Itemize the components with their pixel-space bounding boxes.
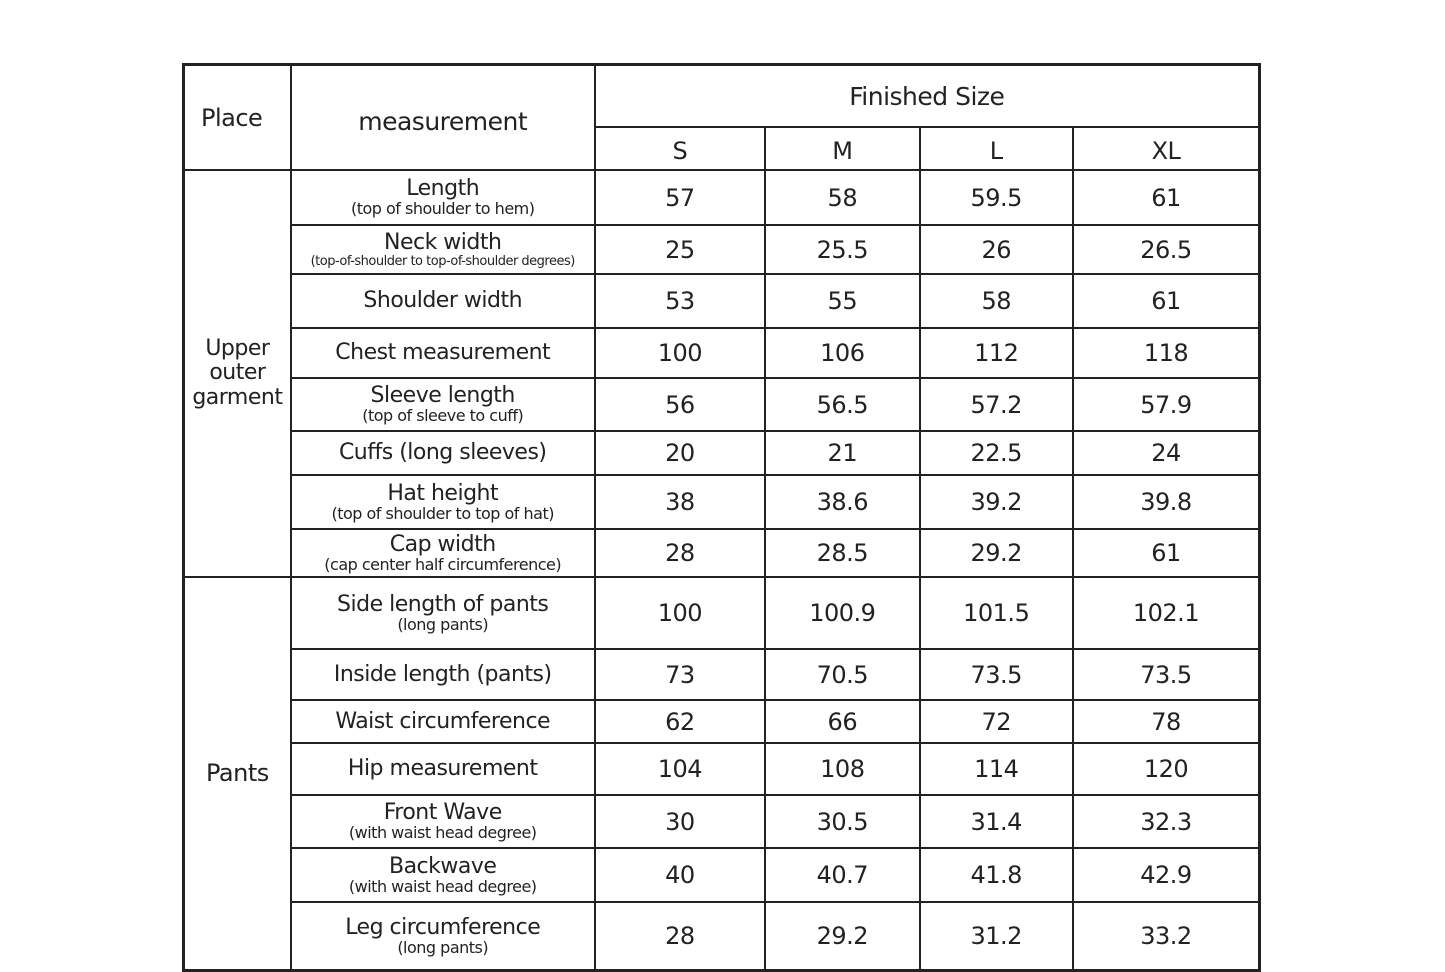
value-cell: 108 (765, 743, 919, 795)
value-cell: 100.9 (765, 577, 919, 649)
table-row (184, 378, 1260, 431)
value-cell: 59.5 (920, 170, 1073, 225)
table-row (184, 649, 1260, 700)
table-row (184, 795, 1260, 848)
measurement-name: Cuffs (long sleeves) (338, 440, 547, 465)
value-cell: 100 (595, 577, 765, 649)
value-cell: 118 (1073, 328, 1260, 378)
measurement-note: (top of sleeve to cuff) (362, 406, 524, 425)
value-cell: 40.7 (765, 848, 919, 902)
measurement-name: Neck width (383, 229, 502, 255)
value-cell: 28 (595, 529, 765, 577)
value-cell: 29.2 (765, 902, 919, 971)
measurement-note: (with waist head degree) (348, 823, 537, 842)
table-row (184, 431, 1260, 475)
table-row (184, 529, 1260, 577)
value-cell: 61 (1073, 529, 1260, 577)
table-row (184, 475, 1260, 529)
value-cell: 106 (765, 328, 919, 378)
value-cell: 53 (595, 274, 765, 328)
measurement-note: (top-of-shoulder to top-of-shoulder degrees) (310, 253, 575, 269)
value-cell: 24 (1073, 431, 1260, 475)
value-cell: 39.2 (920, 475, 1073, 529)
header-row (184, 65, 1260, 128)
value-cell: 101.5 (920, 577, 1073, 649)
table-row (184, 902, 1260, 971)
header-measurement: measurement (291, 65, 595, 171)
table-row (184, 225, 1260, 274)
value-cell: 70.5 (765, 649, 919, 700)
measurement-note: (top of shoulder to hem) (350, 199, 535, 218)
measurement-name: Waist circumference (335, 708, 551, 734)
measurement-cell (291, 577, 595, 649)
measurement-name: Cap width (389, 531, 496, 557)
measurement-name: Length (406, 176, 480, 201)
size-s: S (595, 127, 765, 170)
value-cell: 28 (595, 902, 765, 971)
value-cell: 22.5 (920, 431, 1073, 475)
measurement-cell (291, 902, 595, 971)
value-cell: 58 (920, 274, 1073, 328)
value-cell: 66 (765, 700, 919, 743)
value-cell: 21 (765, 431, 919, 475)
value-cell: 25.5 (765, 225, 919, 274)
table-row (184, 170, 1260, 225)
value-cell: 38 (595, 475, 765, 529)
value-cell: 58 (765, 170, 919, 225)
measurement-note: (cap center half circumference) (324, 554, 562, 574)
value-cell: 20 (595, 431, 765, 475)
measurement-cell (291, 529, 595, 577)
table-row (184, 743, 1260, 795)
measurement-cell (291, 328, 595, 378)
value-cell: 29.2 (920, 529, 1073, 577)
size-m: M (765, 127, 919, 170)
value-cell: 104 (595, 743, 765, 795)
value-cell: 31.2 (920, 902, 1073, 971)
value-cell: 28.5 (765, 529, 919, 577)
measurement-cell (291, 431, 595, 475)
measurement-name: Inside length (pants) (333, 661, 552, 687)
value-cell: 56 (595, 378, 765, 431)
value-cell: 26 (920, 225, 1073, 274)
value-cell: 73 (595, 649, 765, 700)
value-cell: 38.6 (765, 475, 919, 529)
measurement-cell (291, 475, 595, 529)
value-cell: 32.3 (1073, 795, 1260, 848)
measurement-cell (291, 649, 595, 700)
value-cell: 30 (595, 795, 765, 848)
value-cell: 120 (1073, 743, 1260, 795)
value-cell: 26.5 (1073, 225, 1260, 274)
value-cell: 57 (595, 170, 765, 225)
measurement-cell (291, 743, 595, 795)
value-cell: 31.4 (920, 795, 1073, 848)
table-row (184, 700, 1260, 743)
value-cell: 55 (765, 274, 919, 328)
measurement-name: Shoulder width (363, 288, 523, 313)
measurement-name: Chest measurement (335, 340, 551, 365)
value-cell: 57.9 (1073, 378, 1260, 431)
value-cell: 57.2 (920, 378, 1073, 431)
value-cell: 114 (920, 743, 1073, 795)
value-cell: 42.9 (1073, 848, 1260, 902)
header-finished-size: Finished Size (595, 65, 1260, 128)
table-row (184, 848, 1260, 902)
value-cell: 78 (1073, 700, 1260, 743)
table-row (184, 328, 1260, 378)
value-cell: 62 (595, 700, 765, 743)
value-cell: 25 (595, 225, 765, 274)
measurement-name: Side length of pants (337, 591, 549, 617)
measurement-cell (291, 170, 595, 225)
measurement-note: (long pants) (397, 937, 489, 957)
measurement-name: Hip measurement (347, 756, 538, 781)
measurement-cell (291, 225, 595, 274)
measurement-cell (291, 700, 595, 743)
size-l: L (920, 127, 1073, 170)
value-cell: 41.8 (920, 848, 1073, 902)
measurement-cell (291, 848, 595, 902)
value-cell: 33.2 (1073, 902, 1260, 971)
table-row (184, 577, 1260, 649)
measurement-cell (291, 274, 595, 328)
value-cell: 112 (920, 328, 1073, 378)
measurement-cell (291, 795, 595, 848)
header-place: Place (184, 65, 291, 171)
value-cell: 39.8 (1073, 475, 1260, 529)
value-cell: 102.1 (1073, 577, 1260, 649)
value-cell: 40 (595, 848, 765, 902)
value-cell: 72 (920, 700, 1073, 743)
value-cell: 61 (1073, 170, 1260, 225)
value-cell: 73.5 (1073, 649, 1260, 700)
measurement-note: (with waist head degree) (348, 876, 537, 896)
value-cell: 30.5 (765, 795, 919, 848)
measurement-cell (291, 378, 595, 431)
measurement-note: (long pants) (397, 614, 489, 634)
measurement-name: Leg circumference (345, 914, 541, 940)
value-cell: 61 (1073, 274, 1260, 328)
measurement-name: Sleeve length (370, 383, 515, 408)
measurement-name: Hat height (387, 480, 499, 506)
group-upper-outer-garment: Upper outer garment (184, 170, 291, 577)
table-row (184, 274, 1260, 328)
measurement-name: Front Wave (383, 800, 502, 825)
group-pants: Pants (184, 577, 291, 971)
measurement-name: Backwave (388, 853, 497, 879)
measurement-note: (top of shoulder to top of hat) (331, 503, 554, 523)
size-xl: XL (1073, 127, 1260, 170)
value-cell: 73.5 (920, 649, 1073, 700)
value-cell: 56.5 (765, 378, 919, 431)
value-cell: 100 (595, 328, 765, 378)
size-chart-table (182, 63, 1261, 972)
